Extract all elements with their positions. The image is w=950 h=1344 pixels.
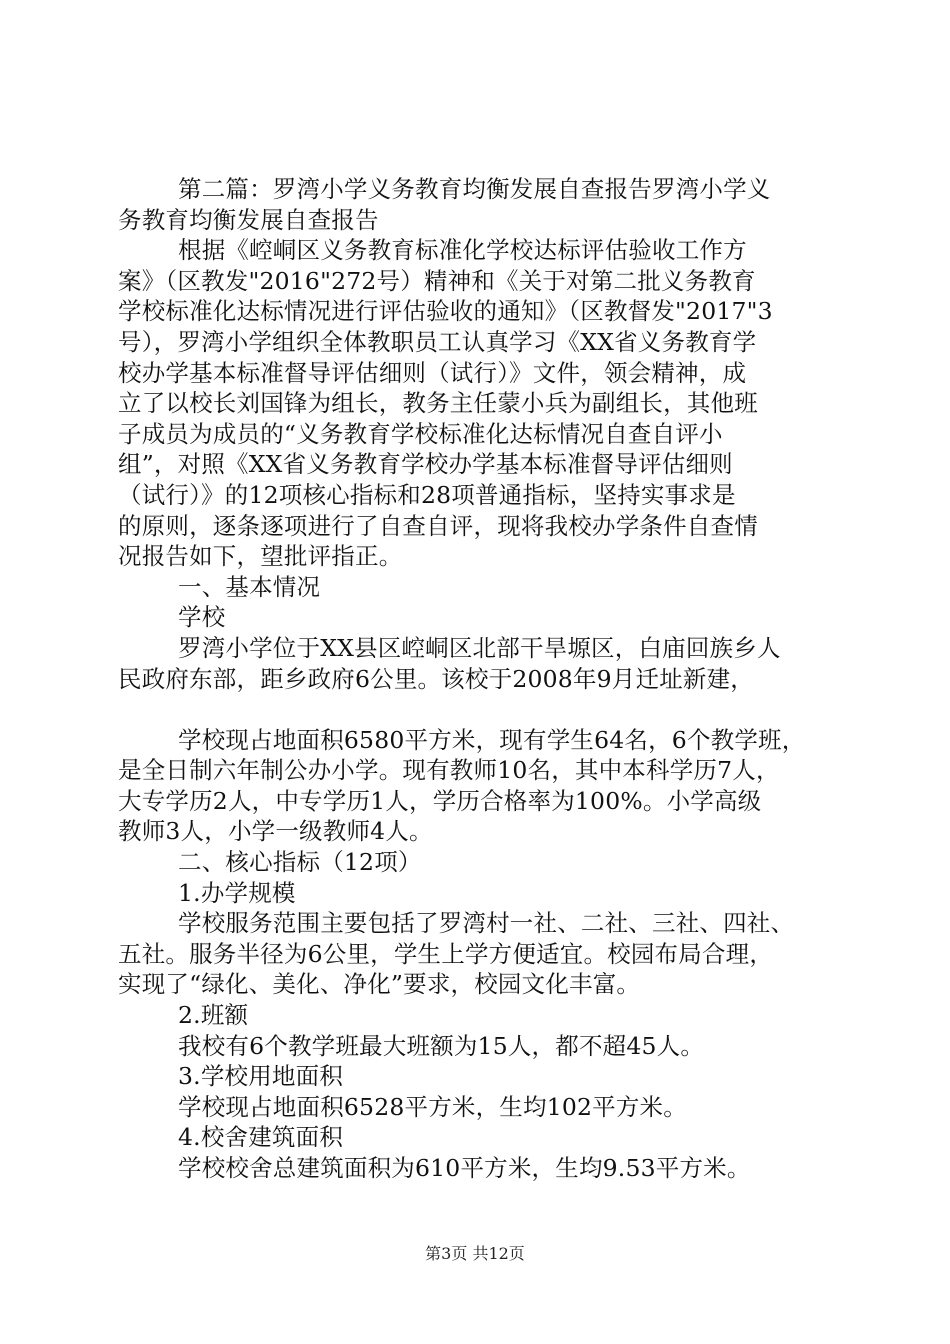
document-body [118,174,838,1184]
title-line-1: 第二篇：罗湾小学义务教育均衡发展自查报告罗湾小学义 [178,175,771,203]
page-number-footer: 第3页 共12页 [425,1244,525,1263]
item-heading-building-area: 4.校舍建筑面积 [178,1123,344,1152]
blank-line [118,694,838,725]
paragraph-line: 号），罗湾小学组织全体教职员工认真学习《XX省义务教育学 [118,327,757,356]
paragraph-line: 学校现占地面积6528平方米，生均102平方米。 [178,1092,687,1121]
paragraph-line: 我校有6个教学班最大班额为15人，都不超45人。 [178,1031,705,1060]
item-heading-land-area: 3.学校用地面积 [178,1062,344,1091]
paragraph-line: 大专学历2人，中专学历1人，学历合格率为100%。小学高级 [118,786,762,815]
section-heading-basic-info: 一、基本情况 [178,572,321,601]
paragraph-line: 学校现占地面积6580平方米，现有学生64名，6个教学班， [178,725,806,754]
subheading-school: 学校 [178,603,226,632]
paragraph-line: 况报告如下，望批评指正。 [118,542,403,571]
paragraph-line: 学校标准化达标情况进行评估验收的通知》（区教督发"2017"3 [118,297,773,326]
section-heading-core-indicators: 二、核心指标（12项） [178,848,422,877]
paragraph-line: 罗湾小学位于XX县区崆峒区北部干旱塬区，白庙回族乡人 [178,633,781,662]
paragraph-line: 根据《崆峒区义务教育标准化学校达标评估验收工作方 [178,236,747,265]
paragraph-line: （试行）》的12项核心指标和28项普通指标，坚持实事求是 [118,480,736,509]
paragraph-line: 教师3人，小学一级教师4人。 [118,817,433,846]
paragraph-line: 民政府东部，距乡政府6公里。该校于2008年9月迁址新建， [118,664,755,693]
title-line-2: 务教育均衡发展自查报告 [118,205,379,234]
paragraph-line: 子成员为成员的“义务教育学校标准化达标情况自查自评小 [118,419,723,448]
paragraph-line: 五社。服务半径为6公里，学生上学方便适宜。校园布局合理， [118,939,774,968]
paragraph-line: 学校服务范围主要包括了罗湾村一社、二社、三社、四社、 [178,909,795,938]
paragraph-line: 案》（区教发"2016"272号）精神和《关于对第二批义务教育 [118,266,756,295]
paragraph-line: 实现了“绿化、美化、净化”要求，校园文化丰富。 [118,970,641,999]
paragraph-line: 学校校舍总建筑面积为610平方米，生均9.53平方米。 [178,1154,751,1182]
item-heading-scale: 1.办学规模 [178,878,296,907]
paragraph-line: 立了以校长刘国锋为组长，教务主任蒙小兵为副组长，其他班 [118,389,758,418]
paragraph-line: 组”，对照《XX省义务教育学校办学基本标准督导评估细则 [118,450,733,479]
paragraph-line: 的原则，逐条逐项进行了自查自评，现将我校办学条件自查情 [118,511,758,540]
paragraph-line: 是全日制六年制公办小学。现有教师10名，其中本科学历7人， [118,756,780,785]
paragraph-line: 校办学基本标准督导评估细则（试行）》文件，领会精神，成 [118,358,747,387]
item-heading-class-size: 2.班额 [178,1001,249,1030]
